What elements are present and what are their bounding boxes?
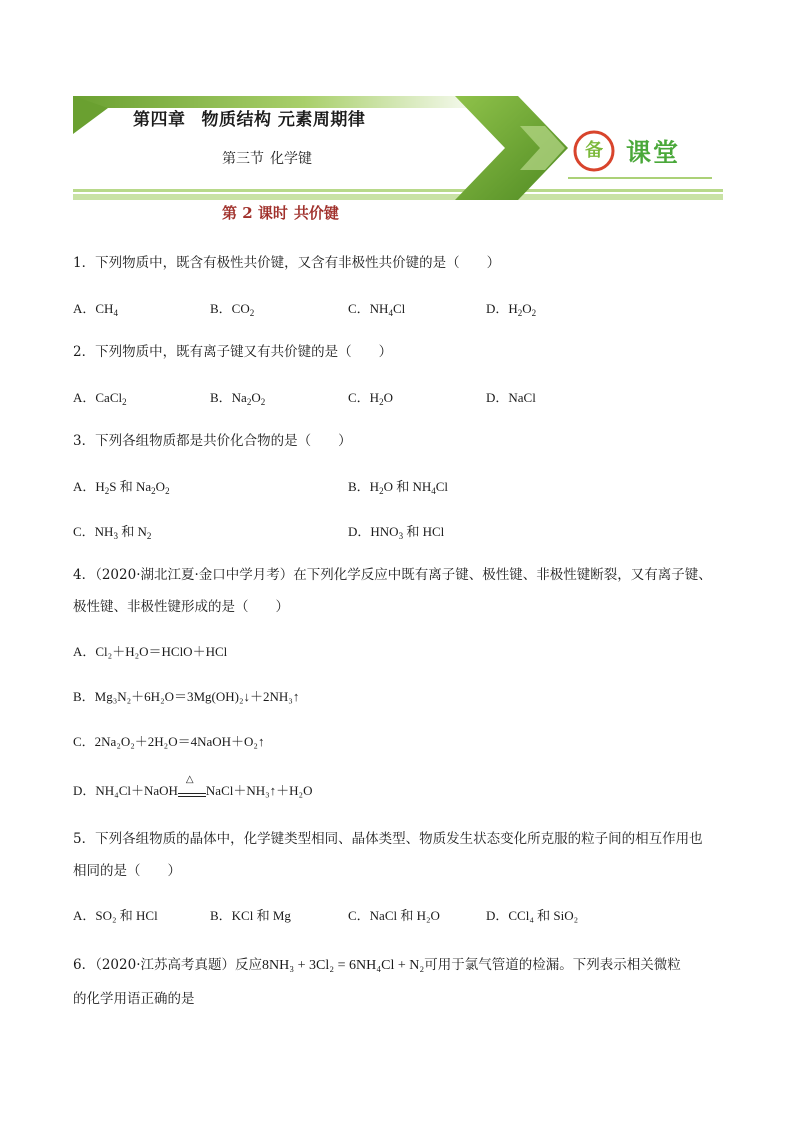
lesson-name: 共价键 <box>293 204 339 222</box>
q2-option-b: B．$Na_2O_2$ <box>210 390 266 407</box>
question-3-stem: 3．下列各组物质都是共价化合物的是（ ） <box>73 433 352 449</box>
section-name: 化学键 <box>270 151 312 167</box>
badge-logo-char: 备 <box>585 140 603 161</box>
q3-option-b: B．$H_2O$ 和 $NH_4Cl$ <box>348 479 449 496</box>
section-number: 第三节 <box>222 151 264 167</box>
chapter-number: 第四章 <box>133 110 186 130</box>
lesson-number: 第 2 课时 <box>222 204 288 222</box>
q5-option-a: A．SO₂ 和 HCl <box>73 908 158 923</box>
question-5-stem-line2: 相同的是（ ） <box>73 863 181 879</box>
q2-option-a: A．CaCl$_2$ <box>73 390 127 407</box>
q4-option-b: B．Mg₃N₂＋6H₂O＝3Mg(OH)₂↓＋2NH₃↑ <box>73 689 300 704</box>
heat-arrow-icon <box>178 783 206 799</box>
q5-option-b: B．KCl 和 Mg <box>210 908 291 923</box>
q4-option-c: C．2Na₂O₂＋2H₂O＝4NaOH＋O₂↑ <box>73 734 265 749</box>
q1-option-a: A．$CH_4$ <box>73 301 118 318</box>
header-banner-graphic <box>0 0 794 230</box>
q2-option-d: D．NaCl <box>486 390 536 405</box>
q1-option-c: C．$NH_4Cl$ <box>348 301 406 318</box>
badge-logo-text: 课堂 <box>626 138 681 167</box>
question-6-stem-line1: 6．（2020·江苏高考真题）反应8NH₃ + 3Cl₂ = 6NH₄Cl + N₂可用于氯气管道的检漏。下列表示相关微粒 <box>73 957 681 973</box>
section-title <box>222 148 312 168</box>
q4-option-a: A．Cl₂＋H₂O＝HClO＋HCl <box>73 644 228 659</box>
q5-option-c: C．NaCl 和 H₂O <box>348 908 440 923</box>
chapter-name: 物质结构 元素周期律 <box>201 110 366 130</box>
chapter-title <box>133 105 365 130</box>
question-2-stem: 2．下列物质中，既有离子键又有共价键的是（ ） <box>73 344 393 360</box>
question-6-stem-line2: 的化学用语正确的是 <box>73 991 195 1007</box>
lesson-title <box>222 202 339 223</box>
q3-option-a: A．$H_2S$ 和 $Na_2O_2$ <box>73 479 170 496</box>
question-1-stem: 1．下列物质中，既含有极性共价键，又含有非极性共价键的是（ ） <box>73 255 501 271</box>
q5-option-d: D．CCl₄ 和 SiO₂ <box>486 908 579 923</box>
question-4-stem-line2: 极性键、非极性键形成的是（ ） <box>73 599 289 615</box>
q1-option-d: D．$H_2O_2$ <box>486 301 537 318</box>
question-5-stem-line1: 5．下列各组物质的晶体中，化学键类型相同、晶体类型、物质发生状态变化所克服的粒子间的相互作用也 <box>73 831 703 847</box>
question-4-stem-line1: 4．（2020·湖北江夏·金口中学月考）在下列化学反应中既有离子键、极性键、非极性键断裂，又有离子键、 <box>73 567 712 583</box>
q3-option-d: D．$HNO_3$ 和 HCl <box>348 524 445 541</box>
q2-option-c: C．$H_2O$ <box>348 390 393 407</box>
q3-option-c: C．$NH_3$ 和 $N_2$ <box>73 524 152 541</box>
reaction-equation: 8NH₃ + 3Cl₂ = 6NH₄Cl + N₂ <box>262 958 425 973</box>
q1-option-b: B．$CO_2$ <box>210 301 255 318</box>
q4-option-d: D．NH₄Cl＋NaOH△ NaCl＋NH₃↑＋H₂O <box>73 780 312 799</box>
